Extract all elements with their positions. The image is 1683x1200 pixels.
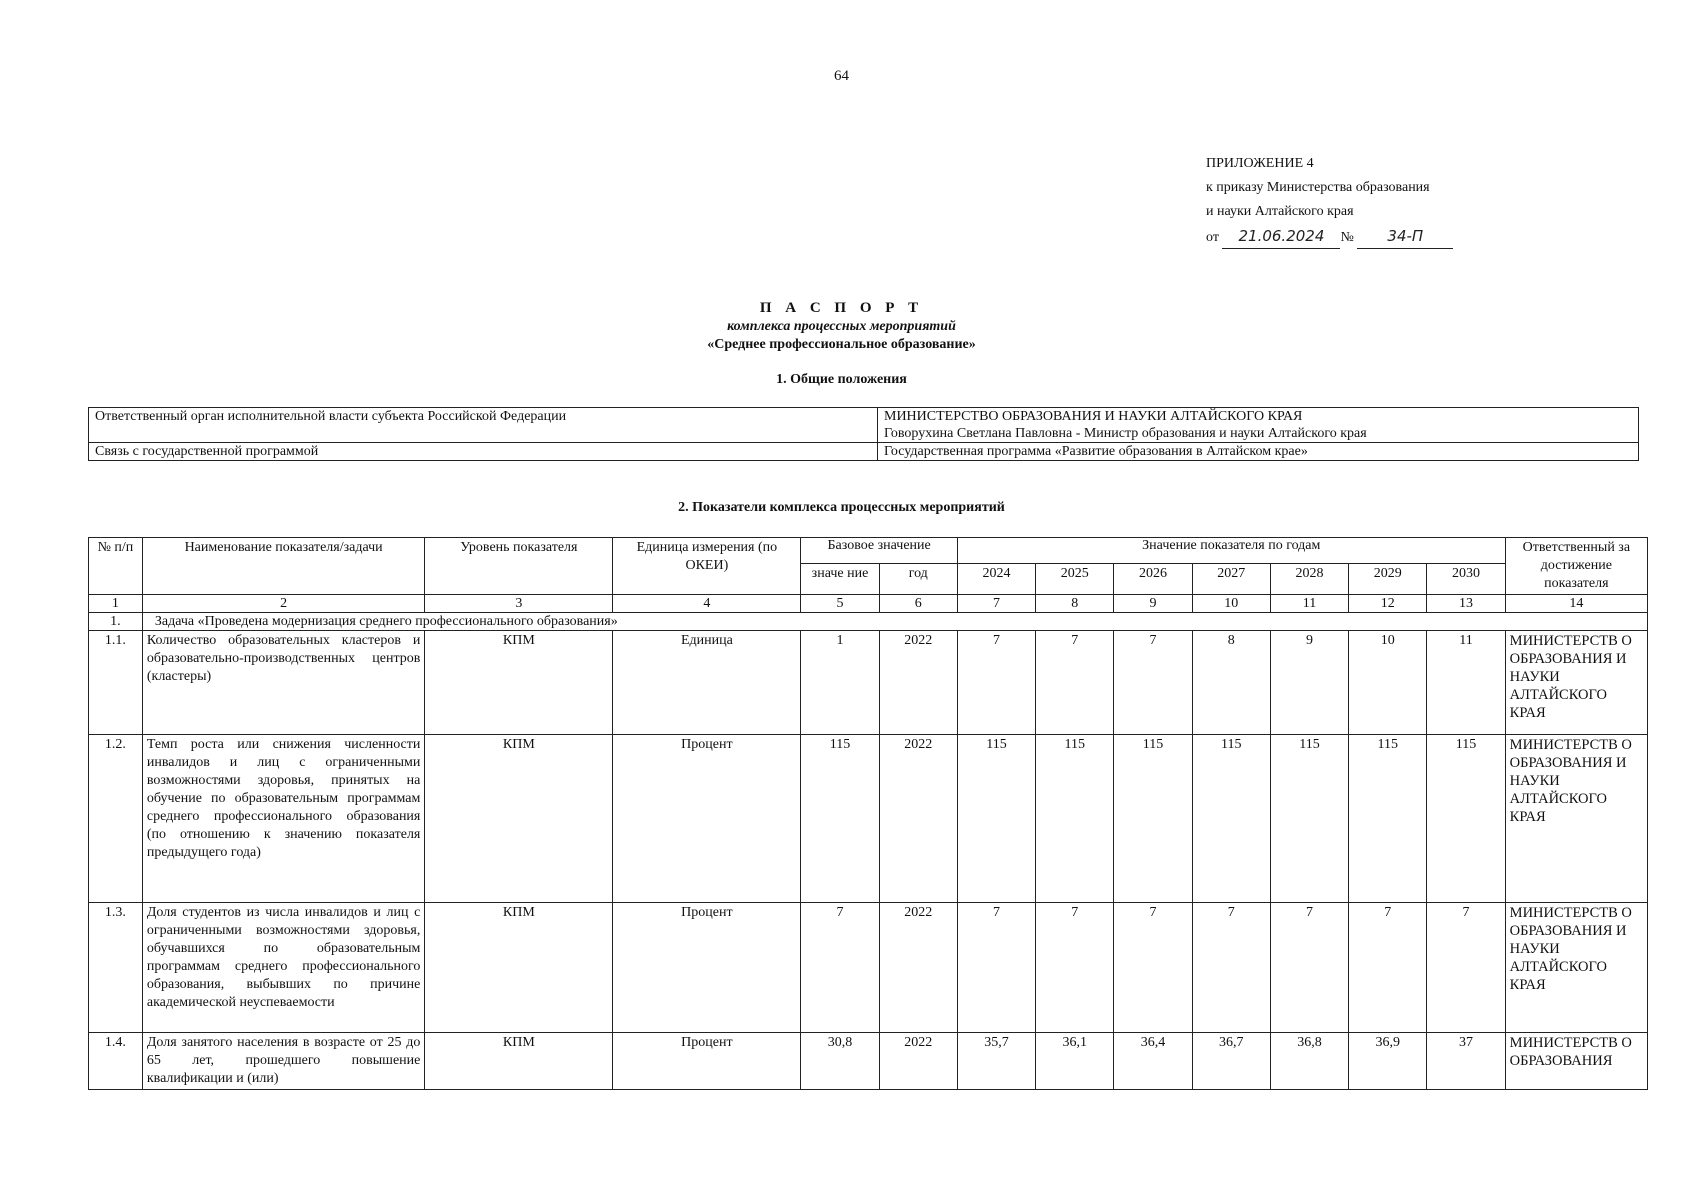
responsible-executor: МИНИСТЕРСТВ О ОБРАЗОВАНИЯ И НАУКИ АЛТАЙСКОГО КРАЯ	[1505, 631, 1647, 735]
column-number: 9	[1114, 595, 1192, 613]
year-value: 7	[1270, 903, 1348, 1033]
year-value: 115	[1192, 735, 1270, 903]
responsible-executor: МИНИСТЕРСТВ О ОБРАЗОВАНИЯ	[1505, 1033, 1647, 1090]
year-value: 115	[1114, 735, 1192, 903]
year-value: 7	[957, 631, 1035, 735]
indicator-name: Доля студентов из числа инвалидов и лиц с ограниченными возможностями здоровья, обучавшихся по образовательным программам среднего профессионального образования, выбывших по причине академической неуспеваемости	[142, 903, 425, 1033]
passport-header	[0, 298, 1683, 354]
year-value: 9	[1270, 631, 1348, 735]
col-base-value-header: значе ние	[801, 563, 879, 595]
passport-program-name: «Среднее профессиональное образование»	[707, 337, 976, 352]
column-number: 7	[957, 595, 1035, 613]
col-responsible-header: Ответственный за достижение показателя	[1505, 538, 1647, 595]
col-no-header: № п/п	[89, 538, 143, 595]
column-number: 3	[425, 595, 613, 613]
column-number: 12	[1349, 595, 1427, 613]
general-value	[878, 408, 1639, 443]
year-value: 11	[1427, 631, 1505, 735]
table-row	[89, 735, 1648, 903]
column-number: 13	[1427, 595, 1505, 613]
appendix-line-1: к приказу Министерства образования	[1206, 180, 1430, 195]
year-value: 36,4	[1114, 1033, 1192, 1090]
responsible-executor: МИНИСТЕРСТВ О ОБРАЗОВАНИЯ И НАУКИ АЛТАЙСКОГО КРАЯ	[1505, 903, 1647, 1033]
general-row	[89, 408, 1639, 443]
col-year-header: 2029	[1349, 563, 1427, 595]
col-years-header: Значение показателя по годам	[957, 538, 1505, 564]
indicator-name: Доля занятого населения в возрасте от 25 до 65 лет, прошедшего повышение квалификации и (или)	[142, 1033, 425, 1090]
year-value: 7	[1427, 903, 1505, 1033]
year-value: 7	[1114, 903, 1192, 1033]
col-year-header: 2026	[1114, 563, 1192, 595]
col-name-header: Наименование показателя/задачи	[142, 538, 425, 595]
appendix-block	[1206, 152, 1453, 250]
general-value: Государственная программа «Развитие образования в Алтайском крае»	[878, 443, 1639, 461]
handwritten-date: 21.06.2024	[1222, 224, 1340, 249]
section-2-title: 2. Показатели комплекса процессных мероприятий	[678, 500, 1005, 515]
general-label: Ответственный орган исполнительной власти субъекта Российской Федерации	[89, 408, 878, 443]
col-year-header: 2025	[1036, 563, 1114, 595]
year-value: 115	[1349, 735, 1427, 903]
year-value: 115	[1036, 735, 1114, 903]
year-value: 115	[1270, 735, 1348, 903]
column-number: 6	[879, 595, 957, 613]
indicator-name: Количество образовательных кластеров и образовательно-производственных центров (кластеры)	[142, 631, 425, 735]
year-value: 115	[957, 735, 1035, 903]
year-value: 7	[1114, 631, 1192, 735]
indicator-name: Темп роста или снижения численности инвалидов и лиц с ограниченными возможностями здоровья, принятых на обучение по образовательным программам среднего профессионального образования (по отношению к значению показателя предыдущего года)	[142, 735, 425, 903]
indicator-unit: Единица	[613, 631, 801, 735]
year-value: 35,7	[957, 1033, 1035, 1090]
responsible-org: МИНИСТЕРСТВО ОБРАЗОВАНИЯ И НАУКИ АЛТАЙСКОГО КРАЯ	[884, 409, 1303, 424]
indicator-unit: Процент	[613, 903, 801, 1033]
year-value: 37	[1427, 1033, 1505, 1090]
general-row	[89, 443, 1639, 461]
year-value: 36,8	[1270, 1033, 1348, 1090]
number-prefix: №	[1340, 230, 1354, 245]
year-value: 115	[1427, 735, 1505, 903]
year-value: 36,7	[1192, 1033, 1270, 1090]
handwritten-number: 34-П	[1357, 224, 1453, 249]
responsible-executor: МИНИСТЕРСТВ О ОБРАЗОВАНИЯ И НАУКИ АЛТАЙСКОГО КРАЯ	[1505, 735, 1647, 903]
year-value: 10	[1349, 631, 1427, 735]
task-text: Задача «Проведена модернизация среднего профессионального образования»	[142, 613, 1647, 631]
year-value: 7	[1036, 631, 1114, 735]
passport-subtitle: комплекса процессных мероприятий	[727, 319, 956, 334]
appendix-line-2: и науки Алтайского края	[1206, 204, 1354, 219]
task-number: 1.	[89, 613, 143, 631]
year-value: 7	[1349, 903, 1427, 1033]
appendix-title: ПРИЛОЖЕНИЕ 4	[1206, 156, 1314, 171]
responsible-person: Говорухина Светлана Павловна - Министр образования и науки Алтайского края	[884, 426, 1367, 441]
col-year-header: 2030	[1427, 563, 1505, 595]
col-year-header: 2027	[1192, 563, 1270, 595]
column-numbers-row	[89, 595, 1648, 613]
row-number: 1.3.	[89, 903, 143, 1033]
column-number: 5	[801, 595, 879, 613]
task-row	[89, 613, 1648, 631]
table-row	[89, 631, 1648, 735]
col-year-header: 2024	[957, 563, 1035, 595]
row-number: 1.2.	[89, 735, 143, 903]
year-value: 7	[1036, 903, 1114, 1033]
col-year-header: 2028	[1270, 563, 1348, 595]
general-provisions-table	[88, 407, 1639, 461]
column-number: 11	[1270, 595, 1348, 613]
table-row	[89, 1033, 1648, 1090]
passport-title: П А С П О Р Т	[759, 300, 924, 316]
column-number: 4	[613, 595, 801, 613]
year-value: 8	[1192, 631, 1270, 735]
column-number: 2	[142, 595, 425, 613]
col-base-header: Базовое значение	[801, 538, 958, 564]
column-number: 8	[1036, 595, 1114, 613]
indicator-level: КПМ	[425, 903, 613, 1033]
base-value: 115	[801, 735, 879, 903]
base-value: 7	[801, 903, 879, 1033]
year-value: 7	[1192, 903, 1270, 1033]
base-value: 30,8	[801, 1033, 879, 1090]
column-number: 14	[1505, 595, 1647, 613]
base-year: 2022	[879, 1033, 957, 1090]
col-level-header: Уровень показателя	[425, 538, 613, 595]
page-number: 64	[834, 68, 849, 84]
col-base-year-header: год	[879, 563, 957, 595]
indicator-unit: Процент	[613, 735, 801, 903]
indicator-level: КПМ	[425, 631, 613, 735]
section-1-title: 1. Общие положения	[776, 372, 907, 387]
year-value: 36,1	[1036, 1033, 1114, 1090]
column-number: 1	[89, 595, 143, 613]
base-value: 1	[801, 631, 879, 735]
table-header-row	[89, 538, 1648, 564]
base-year: 2022	[879, 735, 957, 903]
year-value: 36,9	[1349, 1033, 1427, 1090]
row-number: 1.1.	[89, 631, 143, 735]
column-number: 10	[1192, 595, 1270, 613]
row-number: 1.4.	[89, 1033, 143, 1090]
base-year: 2022	[879, 631, 957, 735]
appendix-date-line	[1206, 224, 1453, 250]
indicator-level: КПМ	[425, 735, 613, 903]
year-value: 7	[957, 903, 1035, 1033]
base-year: 2022	[879, 903, 957, 1033]
indicator-unit: Процент	[613, 1033, 801, 1090]
indicator-level: КПМ	[425, 1033, 613, 1090]
table-row	[89, 903, 1648, 1033]
date-prefix: от	[1206, 230, 1219, 245]
general-label: Связь с государственной программой	[89, 443, 878, 461]
col-unit-header: Единица измерения (по ОКЕИ)	[613, 538, 801, 595]
indicators-table	[88, 537, 1648, 1090]
